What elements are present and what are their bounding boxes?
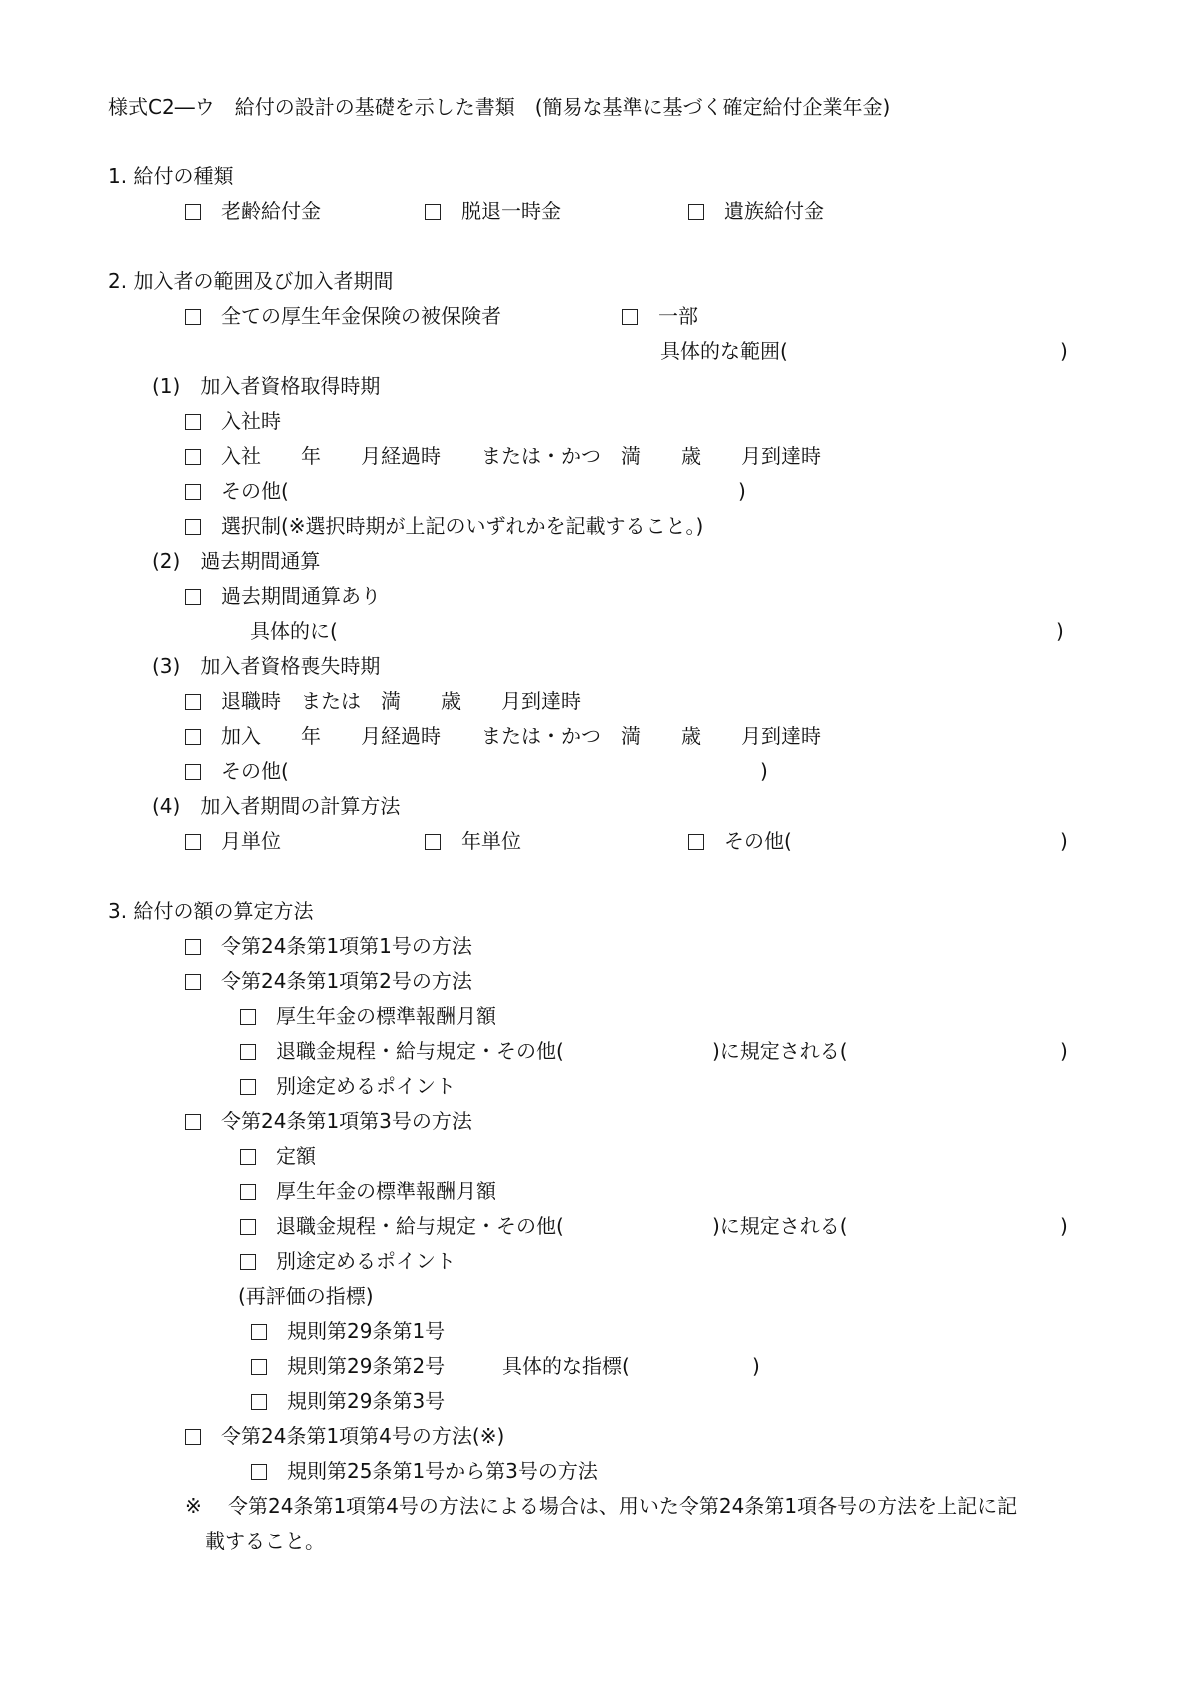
note-text-1: 令第24条第1項第4号の方法による場合は、用いた令第24条第1項各号の方法を上記に記 [228, 1494, 1018, 1518]
option-rule29-3[interactable] [251, 1388, 445, 1414]
checkbox[interactable] [251, 1359, 267, 1375]
note-text-2: 載すること。 [205, 1529, 325, 1553]
option-rule29-1[interactable] [251, 1318, 445, 1344]
checkbox[interactable] [185, 939, 201, 955]
checkbox[interactable] [185, 1114, 201, 1130]
option-at-joining[interactable] [185, 408, 281, 434]
subsection-3-heading: (3) 加入者資格喪失時期 [152, 654, 381, 678]
checkbox[interactable] [185, 484, 201, 500]
option-m3-fixed[interactable] [240, 1143, 316, 1169]
option-label: 令第24条第1項第2号の方法 [221, 969, 472, 993]
section-1-heading: 1. 給付の種類 [108, 164, 234, 188]
option-label: 令第24条第1項第1号の方法 [221, 934, 472, 958]
close-paren: ) [1060, 339, 1068, 363]
option-survivor-benefit[interactable] [688, 198, 824, 224]
option-all-insured[interactable] [185, 303, 501, 329]
option-withdrawal-lump-sum[interactable] [425, 198, 561, 224]
checkbox[interactable] [240, 1149, 256, 1165]
field-label: 具体的な範囲( [660, 339, 788, 363]
close-paren: ) [1056, 619, 1064, 643]
option-label: その他( [724, 829, 792, 853]
section-2-heading: 2. 加入者の範囲及び加入者期間 [108, 269, 394, 293]
option-label: 別途定めるポイント [276, 1074, 456, 1098]
specific-detail-field[interactable] [250, 618, 338, 644]
checkbox[interactable] [185, 694, 201, 710]
close-paren: ) [1060, 1039, 1068, 1063]
option-m2-standard-remuneration[interactable] [240, 1003, 496, 1029]
subsection-1-heading: (1) 加入者資格取得時期 [152, 374, 381, 398]
checkbox[interactable] [185, 204, 201, 220]
option-label: 別途定めるポイント [276, 1249, 456, 1273]
option-label: 規則第25条第1号から第3号の方法 [287, 1459, 598, 1483]
option-method-1[interactable] [185, 933, 472, 959]
option-label: 過去期間通算あり [221, 584, 381, 608]
checkbox[interactable] [251, 1324, 267, 1340]
checkbox[interactable] [240, 1254, 256, 1270]
option-label: 退職時 または 満 歳 月到達時 [221, 689, 581, 713]
option-m2-points[interactable] [240, 1073, 456, 1099]
option-old-age-benefit[interactable] [185, 198, 321, 224]
close-paren: ) [760, 759, 768, 783]
option-after-joining-years[interactable] [185, 723, 821, 749]
option-method-2[interactable] [185, 968, 472, 994]
section-3-heading: 3. 給付の額の算定方法 [108, 899, 314, 923]
option-label: 選択制(※選択時期が上記のいずれかを記載すること。) [221, 514, 704, 538]
field-label: 具体的に( [250, 619, 338, 643]
close-paren: ) [1060, 829, 1068, 853]
document-title: 様式C2―ウ 給付の設計の基礎を示した書類 (簡易な基準に基づく確定給付企業年金) [108, 95, 891, 119]
option-monthly-unit[interactable] [185, 828, 281, 854]
option-label: 一部 [658, 304, 698, 328]
checkbox[interactable] [688, 204, 704, 220]
option-label: 厚生年金の標準報酬月額 [276, 1179, 496, 1203]
checkbox[interactable] [622, 309, 638, 325]
option-label: 全ての厚生年金保険の被保険者 [221, 304, 501, 328]
checkbox[interactable] [185, 974, 201, 990]
specific-indicator-field[interactable] [502, 1353, 630, 1379]
option-other-loss[interactable] [185, 758, 289, 784]
option-label: 定額 [276, 1144, 316, 1168]
checkbox[interactable] [240, 1044, 256, 1060]
subsection-2-heading: (2) 過去期間通算 [152, 549, 321, 573]
field-label: 具体的な指標( [502, 1354, 630, 1378]
option-label: 脱退一時金 [461, 199, 561, 223]
option-label: 入社 年 月経過時 または・かつ 満 歳 月到達時 [221, 444, 821, 468]
checkbox[interactable] [185, 1429, 201, 1445]
option-yearly-unit[interactable] [425, 828, 521, 854]
checkbox[interactable] [185, 589, 201, 605]
checkbox[interactable] [240, 1219, 256, 1235]
option-label: 入社時 [221, 409, 281, 433]
checkbox[interactable] [185, 834, 201, 850]
option-partial[interactable] [622, 303, 698, 329]
option-label: 規則第29条第1号 [287, 1319, 446, 1343]
checkbox[interactable] [185, 729, 201, 745]
option-after-years[interactable] [185, 443, 821, 469]
option-other-acquisition[interactable] [185, 478, 289, 504]
option-label: 令第24条第1項第3号の方法 [221, 1109, 472, 1133]
option-m3-points[interactable] [240, 1248, 456, 1274]
option-past-service[interactable] [185, 583, 381, 609]
checkbox[interactable] [688, 834, 704, 850]
checkbox[interactable] [185, 519, 201, 535]
option-label: 規則第29条第2号 [287, 1354, 446, 1378]
option-m3-standard-remuneration[interactable] [240, 1178, 496, 1204]
subsection-4-heading: (4) 加入者期間の計算方法 [152, 794, 401, 818]
checkbox[interactable] [425, 834, 441, 850]
option-label: 加入 年 月経過時 または・かつ 満 歳 月到達時 [221, 724, 821, 748]
checkbox[interactable] [240, 1009, 256, 1025]
checkbox[interactable] [240, 1184, 256, 1200]
option-m2-retirement-rules[interactable] [240, 1038, 564, 1064]
close-paren: ) [1060, 1214, 1068, 1238]
checkbox[interactable] [185, 309, 201, 325]
option-label: 退職金規程・給与規定・その他( [276, 1039, 564, 1063]
option-label: 年単位 [461, 829, 521, 853]
option-label: その他( [221, 479, 289, 503]
option-label: 令第24条第1項第4号の方法(※) [221, 1424, 505, 1448]
checkbox[interactable] [185, 449, 201, 465]
option-m3-retirement-rules[interactable] [240, 1213, 564, 1239]
option-selective[interactable] [185, 513, 703, 539]
option-label: 厚生年金の標準報酬月額 [276, 1004, 496, 1028]
checkbox[interactable] [251, 1394, 267, 1410]
checkbox[interactable] [251, 1464, 267, 1480]
checkbox[interactable] [425, 204, 441, 220]
revaluation-heading: (再評価の指標) [238, 1284, 374, 1308]
note-mark: ※ [185, 1494, 202, 1518]
option-method-3[interactable] [185, 1108, 472, 1134]
option-label: 老齢給付金 [221, 199, 321, 223]
option-rule25[interactable] [251, 1458, 598, 1484]
option-label: 規則第29条第3号 [287, 1389, 446, 1413]
checkbox[interactable] [185, 414, 201, 430]
option-other-unit[interactable] [688, 828, 792, 854]
defined-in-label: )に規定される( [712, 1214, 848, 1238]
close-paren: ) [738, 479, 746, 503]
option-rule29-2[interactable] [251, 1353, 445, 1379]
defined-in-label: )に規定される( [712, 1039, 848, 1063]
close-paren: ) [752, 1354, 760, 1378]
option-label: 退職金規程・給与規定・その他( [276, 1214, 564, 1238]
checkbox[interactable] [240, 1079, 256, 1095]
option-label: 月単位 [221, 829, 281, 853]
option-label: その他( [221, 759, 289, 783]
option-label: 遺族給付金 [724, 199, 824, 223]
checkbox[interactable] [185, 764, 201, 780]
specific-range-field[interactable] [660, 338, 788, 364]
option-at-retirement[interactable] [185, 688, 581, 714]
option-method-4[interactable] [185, 1423, 504, 1449]
